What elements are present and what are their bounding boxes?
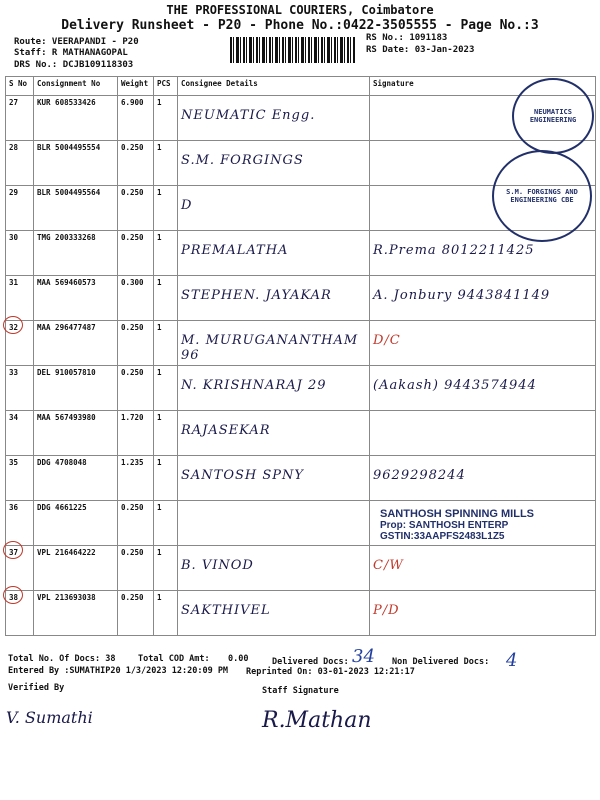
sm-forgings-stamp	[492, 150, 592, 242]
row-sno	[6, 96, 34, 141]
row-pcs	[154, 276, 178, 321]
row-consignee	[178, 96, 370, 141]
delivered-docs-label: Delivered Docs:	[272, 657, 349, 667]
row-consignee	[178, 591, 370, 636]
row-pcs-text: 1	[157, 368, 162, 377]
row-consignee	[178, 141, 370, 186]
row-weight-text: 0.250	[121, 368, 144, 377]
row-pcs-text: 1	[157, 548, 162, 557]
row-consignment-no	[34, 96, 118, 141]
col-consignment: Consignment No	[34, 77, 118, 96]
row-pcs	[154, 591, 178, 636]
row-weight-text: 0.300	[121, 278, 144, 287]
row-signature	[370, 411, 596, 456]
row-pcs-text: 1	[157, 143, 162, 152]
row-pcs	[154, 96, 178, 141]
barcode	[230, 37, 355, 63]
row-consignee	[178, 366, 370, 411]
row-signature	[370, 366, 596, 411]
row-weight-text: 6.900	[121, 98, 144, 107]
table-row	[6, 231, 596, 276]
row-pcs	[154, 456, 178, 501]
staff-signature-label: Staff Signature	[262, 686, 339, 696]
row-consignment-no	[34, 231, 118, 276]
row-signature	[370, 591, 596, 636]
row-consignee	[178, 411, 370, 456]
row-signature-text: P/D	[373, 603, 400, 618]
row-sno	[6, 141, 34, 186]
total-docs: Total No. Of Docs: 38	[8, 654, 116, 664]
row-pcs-text: 1	[157, 278, 162, 287]
row-weight-text: 0.250	[121, 593, 144, 602]
row-weight-text: 0.250	[121, 188, 144, 197]
company-title: THE PROFESSIONAL COURIERS, Coimbatore	[166, 3, 434, 17]
row-consignment-no-text: MAA 567493980	[37, 413, 96, 422]
santhosh-stamp-line1: SANTHOSH SPINNING MILLS	[380, 508, 535, 520]
row-consignee	[178, 231, 370, 276]
row-weight	[118, 366, 154, 411]
row-pcs	[154, 186, 178, 231]
table-row	[6, 456, 596, 501]
row-consignee-text: S.M. FORGINGS	[181, 153, 304, 168]
row-weight	[118, 231, 154, 276]
row-sno-text: 30	[9, 233, 19, 242]
row-consignee-text: D	[181, 198, 193, 213]
route-label: Route: VEERAPANDI - P20	[14, 37, 139, 47]
col-pcs: PCS	[154, 77, 178, 96]
col-weight: Weight	[118, 77, 154, 96]
row-pcs	[154, 501, 178, 546]
row-consignee	[178, 321, 370, 366]
row-consignment-no	[34, 456, 118, 501]
row-sno	[6, 366, 34, 411]
table-row	[6, 366, 596, 411]
row-consignee-text: M. MURUGANANTHAM 96	[181, 333, 359, 363]
entered-by: Entered By :SUMATHIP20 1/3/2023 12:20:09 PM	[8, 666, 229, 676]
row-consignment-no-text: DDG 4661225	[37, 503, 87, 512]
row-pcs-text: 1	[157, 98, 162, 107]
row-signature	[370, 456, 596, 501]
row-weight	[118, 456, 154, 501]
row-weight-text: 0.250	[121, 143, 144, 152]
red-circle-mark	[3, 316, 23, 334]
col-consignee: Consignee Details	[178, 77, 370, 96]
row-consignee-text: SAKTHIVEL	[181, 603, 271, 618]
row-signature-text: A. Jonbury 9443841149	[373, 288, 551, 303]
row-weight	[118, 186, 154, 231]
row-consignee-text: SANTOSH SPNY	[181, 468, 304, 483]
row-consignee-text: PREMALATHA	[181, 243, 289, 258]
row-consignment-no-text: BLR 5004495554	[37, 143, 101, 152]
row-consignee	[178, 276, 370, 321]
table-header-row	[6, 77, 596, 96]
row-weight-text: 0.250	[121, 548, 144, 557]
row-sno-text: 37	[9, 548, 19, 557]
row-consignment-no	[34, 321, 118, 366]
non-delivered-value: 4	[506, 650, 518, 671]
total-cod-label: Total COD Amt:	[138, 654, 210, 664]
row-weight	[118, 96, 154, 141]
row-sno-text: 32	[9, 323, 19, 332]
table-row	[6, 546, 596, 591]
row-consignee	[178, 186, 370, 231]
row-weight-text: 0.250	[121, 323, 144, 332]
rs-date-label: RS Date: 03-Jan-2023	[366, 45, 475, 55]
row-weight	[118, 501, 154, 546]
table-row	[6, 276, 596, 321]
row-signature-text: C/W	[373, 558, 404, 573]
row-pcs-text: 1	[157, 233, 162, 242]
row-sno-text: 34	[9, 413, 19, 422]
row-consignment-no-text: MAA 296477487	[37, 323, 96, 332]
row-pcs	[154, 321, 178, 366]
row-consignment-no-text: KUR 608533426	[37, 98, 96, 107]
row-sno-text: 35	[9, 458, 19, 467]
row-sno	[6, 411, 34, 456]
row-signature	[370, 321, 596, 366]
table-row	[6, 96, 596, 141]
reprinted-on: Reprinted On: 03-01-2023 12:21:17	[246, 667, 415, 677]
row-weight	[118, 276, 154, 321]
row-sno	[6, 231, 34, 276]
row-sno-text: 27	[9, 98, 19, 107]
row-consignment-no-text: TMG 200333268	[37, 233, 96, 242]
staff-label: Staff: R MATHANAGOPAL	[14, 48, 128, 58]
row-consignment-no-text: MAA 569460573	[37, 278, 96, 287]
row-pcs	[154, 411, 178, 456]
row-consignment-no	[34, 546, 118, 591]
table-row	[6, 591, 596, 636]
table-row	[6, 321, 596, 366]
row-pcs-text: 1	[157, 458, 162, 467]
row-sno	[6, 501, 34, 546]
red-circle-mark	[3, 586, 23, 604]
row-signature-text: R.Prema 8012211425	[373, 243, 535, 258]
row-pcs-text: 1	[157, 413, 162, 422]
row-signature	[370, 546, 596, 591]
rs-no-label: RS No.: 1091183	[366, 33, 448, 43]
row-consignment-no-text: BLR 5004495564	[37, 188, 101, 197]
delivered-docs-value: 34	[352, 646, 375, 667]
row-consignment-no-text: DEL 910057810	[37, 368, 96, 377]
row-pcs	[154, 231, 178, 276]
row-pcs-text: 1	[157, 593, 162, 602]
row-sno-text: 33	[9, 368, 19, 377]
row-weight-text: 0.250	[121, 503, 144, 512]
red-circle-mark	[3, 541, 23, 559]
row-consignee-text: B. VINOD	[181, 558, 254, 573]
row-consignment-no	[34, 411, 118, 456]
row-weight	[118, 141, 154, 186]
row-consignee-text: RAJASEKAR	[181, 423, 271, 438]
row-consignment-no	[34, 501, 118, 546]
row-consignee	[178, 456, 370, 501]
neumatics-stamp-text: NEUMATICS ENGINEERING	[529, 108, 577, 124]
row-consignment-no	[34, 366, 118, 411]
row-consignment-no-text: VPL 216464222	[37, 548, 96, 557]
row-sno-text: 38	[9, 593, 19, 602]
sm-forgings-stamp-text: S.M. FORGINGS AND ENGINEERING CBE	[506, 188, 578, 204]
row-weight	[118, 411, 154, 456]
row-signature	[370, 276, 596, 321]
row-consignment-no	[34, 276, 118, 321]
col-signature: Signature	[370, 77, 596, 96]
row-consignee-text: STEPHEN. JAYAKAR	[181, 288, 332, 303]
row-pcs	[154, 546, 178, 591]
row-signature-text: (Aakash) 9443574944	[373, 378, 537, 393]
row-pcs	[154, 366, 178, 411]
col-sno: S No	[6, 77, 34, 96]
row-sno-text: 28	[9, 143, 19, 152]
verified-by-label: Verified By	[8, 683, 65, 693]
drs-label: DRS No.: DCJB109118303	[14, 60, 134, 70]
santhosh-stamp-line2: Prop: SANTHOSH ENTERP	[380, 520, 509, 531]
row-consignment-no	[34, 591, 118, 636]
row-consignment-no-text: VPL 213693038	[37, 593, 96, 602]
row-weight	[118, 546, 154, 591]
row-signature-text: 9629298244	[373, 468, 466, 483]
total-cod-value: 0.00	[228, 654, 249, 664]
row-sno	[6, 456, 34, 501]
runsheet-table	[5, 76, 596, 636]
row-weight	[118, 591, 154, 636]
row-pcs-text: 1	[157, 323, 162, 332]
row-sno-text: 31	[9, 278, 19, 287]
row-consignee-text: NEUMATIC Engg.	[181, 108, 316, 123]
row-signature-text: D/C	[373, 333, 401, 348]
row-consignment-no-text: DDG 4708048	[37, 458, 87, 467]
row-sno-text: 29	[9, 188, 19, 197]
row-consignee	[178, 501, 370, 546]
table-row	[6, 411, 596, 456]
staff-signature: R.Mathan	[262, 708, 372, 733]
row-weight-text: 1.235	[121, 458, 144, 467]
non-delivered-label: Non Delivered Docs:	[392, 657, 490, 667]
row-weight-text: 1.720	[121, 413, 144, 422]
row-sno	[6, 276, 34, 321]
runsheet-subtitle: Delivery Runsheet - P20 - Phone No.:0422-3505555 - Page No.:3	[61, 18, 539, 33]
row-consignee-text: N. KRISHNARAJ 29	[181, 378, 327, 393]
row-pcs	[154, 141, 178, 186]
row-weight-text: 0.250	[121, 233, 144, 242]
row-consignee	[178, 546, 370, 591]
santhosh-stamp-line3: GSTIN:33AAPFS2483L1Z5	[380, 531, 505, 542]
verifier-signature: V. Sumathi	[6, 708, 93, 727]
row-pcs-text: 1	[157, 188, 162, 197]
neumatics-stamp	[512, 78, 594, 154]
santhosh-stamp	[380, 508, 534, 542]
row-weight	[118, 321, 154, 366]
row-sno-text: 36	[9, 503, 19, 512]
row-consignment-no	[34, 141, 118, 186]
row-sno	[6, 186, 34, 231]
row-consignment-no	[34, 186, 118, 231]
row-pcs-text: 1	[157, 503, 162, 512]
